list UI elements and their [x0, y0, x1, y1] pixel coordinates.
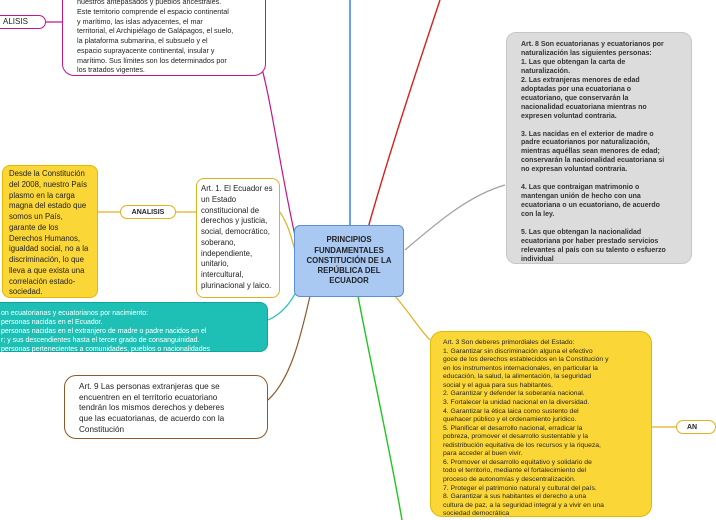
analisis-right-label[interactable]: AN	[676, 420, 716, 434]
analisis-top-label[interactable]: ALISIS	[0, 15, 46, 29]
art4-node[interactable]: nuestros antepasados y pueblos ancestrales. Este territorio comprende el espacio continental y marítimo, las islas adyacentes, el mar territorial, el Archipiélago de Galápagos, el suelo, la plataforma submarina, el subsuelo y el espacio suprayacente continental, insular y marítimo. Sus límites son los determinados por los tratados vigentes.	[62, 0, 266, 76]
art3-node[interactable]: Art. 3 Son deberes primordiales del Estado: 1. Garantizar sin discriminación alguna el efectivo goce de los derechos establecidos en la Constitución y en los instrumentos internacionales, en particular la educación, la salud, la alimentación, la seguridad social y el agua para sus habitantes. 2. Garantizar y defender la soberanía nacional. 3. Fortalecer la unidad nacional en la diversidad. 4. Garantizar la ética laica como sustento del quehacer público y el ordenamiento jurídico. 5. Planificar el desarrollo nacional, erradicar la pobreza, promover el desarrollo sustentable y la redistribución equitativa de los recursos y la riqueza, para acceder al buen vivir. 6. Promover el desarrollo equitativo y solidario de todo el territorio, mediante el fortalecimiento del proceso de autonomías y descentralización. 7. Proteger el patrimonio natural y cultural del país. 8. Garantizar a sus habitantes el derecho a una cultura de paz, a la seguridad integral y a vivir en una sociedad democrática	[430, 331, 652, 517]
art9-node[interactable]: Art. 9 Las personas extranjeras que se encuentren en el territorio ecuatoriano tendrán los mismos derechos y deberes que las ecuatorianas, de acuerdo con la Constitución	[64, 375, 268, 439]
connector-art3	[395, 296, 430, 340]
art7-node[interactable]: on ecuatorianas y ecuatorianos por nacimiento: personas nacidas en el Ecuador. personas nacidas en el extranjero de madre o padre nacidos en el r; y sus descendientes hasta el tercer grado de consanguinidad. personas pertenecientes a comunidades, pueblos o nacionalidades idos por el Ecuador con presencia en las zonas de frontera.	[0, 302, 268, 352]
analisis-text-node[interactable]: Desde la Constitución del 2008, nuestro País plasmo en la carga magna del estado que somos un País, garante de los Derechos Humanos, igualdad social, no a la discriminación, lo que lleva a que exista una correlación estado- sociedad.	[2, 165, 98, 298]
center-node[interactable]	[294, 225, 404, 297]
art8-node[interactable]: Art. 8 Son ecuatorianas y ecuatorianos por naturalización las siguientes personas: 1. Las que obtengan la carta de naturalización. 2. Las extranjeras menores de edad adoptadas por una ecuatoriana o ecuatoriano, que conservarán la nacionalidad ecuatoriana mientras no expresen voluntad contraria. 3. Las nacidas en el exterior de madre o padre ecuatorianos por naturalización, mientras aquéllas sean menores de edad; conservarán la nacionalidad ecuatoriana si no expresan voluntad contraria. 4. Las que contraigan matrimonio o mantengan unión de hecho con una ecuatoriana o un ecuatoriano, de acuerdo con la ley. 5. Las que obtengan la nacionalidad ecuatoriana por haber prestado servicios relevantes al país con su talento o esfuerzo individual	[506, 32, 692, 264]
analisis-label[interactable]: ANALISIS	[120, 205, 176, 219]
center-title: PRINCIPIOS FUNDAMENTALES CONSTITUCIÓN DE LA REPÚBLICA DEL ECUADOR	[306, 235, 392, 286]
art1-node[interactable]: Art. 1. El Ecuador es un Estado constitucional de derechos y justicia, social, democrático, soberano, independiente, unitario, intercultural, plurinacional y laico.	[196, 178, 280, 298]
connector-art8	[405, 185, 505, 250]
connector-top-red	[368, 0, 440, 228]
connector-bottom-green	[358, 296, 402, 520]
connector-art9	[268, 296, 310, 400]
